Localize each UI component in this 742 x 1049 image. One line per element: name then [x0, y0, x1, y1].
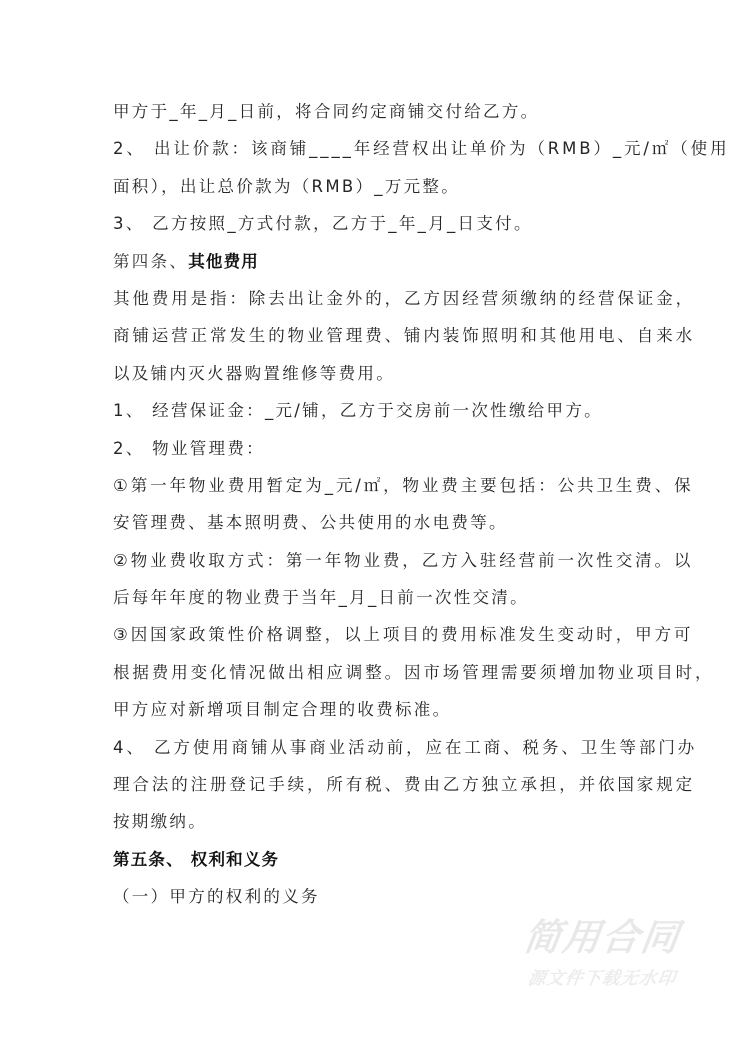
paragraph-property-fee-item1: ①第一年物业费用暂定为_元/㎡，物业费主要包括：公共卫生费、保 — [113, 475, 694, 495]
paragraph-deposit: 1、 经营保证金：_元/铺，乙方于交房前一次性缴给甲方。 — [113, 401, 603, 421]
watermark — [512, 916, 692, 994]
watermark-logo-text: 简用合同 — [521, 916, 684, 959]
paragraph-registration-cont: 理合法的注册登记手续，所有税、费由乙方独立承担，并依国家规定 — [113, 775, 695, 795]
paragraph-registration-end: 按期缴纳。 — [113, 812, 207, 832]
paragraph-property-fee-item3: ③因国家政策性价格调整，以上项目的费用标准发生变动时，甲方可 — [113, 625, 694, 645]
article-4-title: 其他费用 — [188, 251, 260, 271]
paragraph-delivery-date: 甲方于_年_月_日前，将合同约定商铺交付给乙方。 — [113, 102, 540, 121]
paragraph-property-fee-item3-cont: 根据费用变化情况做出相应调整。因市场管理需要须增加物业项目时， — [113, 662, 715, 682]
document-page — [113, 93, 730, 916]
article-5-heading — [113, 841, 643, 878]
article-5-title: 第五条、 权利和义务 — [113, 849, 280, 869]
article-4-label: 第四条、 — [113, 251, 189, 271]
watermark-subtext: 源文件下载无水印 — [526, 969, 678, 989]
article-4-heading — [113, 243, 643, 280]
paragraph-property-fee: 2、 物业管理费： — [113, 438, 265, 458]
paragraph-registration: 4、 乙方使用商铺从事商业活动前，应在工商、税务、卫生等部门办 — [113, 737, 698, 757]
paragraph-property-fee-item1-cont: 安管理费、基本照明费、公共使用的水电费等。 — [113, 513, 508, 533]
section-party-a-rights: （一）甲方的权利的义务 — [113, 887, 320, 907]
paragraph-payment-method: 3、 乙方按照_方式付款，乙方于_年_月_日支付。 — [113, 214, 533, 234]
paragraph-transfer-price: 2、 出让价款：该商铺____年经营权出让单价为（RMB）_元/㎡（使用 — [113, 139, 730, 159]
paragraph-property-fee-item3-end: 甲方应对新增项目制定合理的收费标准。 — [113, 700, 452, 720]
paragraph-property-fee-item2: ②物业费收取方式：第一年物业费，乙方入驻经营前一次性交清。以 — [113, 550, 694, 570]
paragraph-other-fees-def-cont: 商铺运营正常发生的物业管理费、铺内装饰照明和其他用电、自来水 — [113, 326, 695, 346]
paragraph-property-fee-item2-cont: 后每年年度的物业费于当年_月_日前一次性交清。 — [113, 588, 529, 608]
paragraph-transfer-price-cont: 面积），出让总价款为（RMB）_万元整。 — [113, 176, 461, 196]
paragraph-other-fees-def: 其他费用是指：除去出让金外的，乙方因经营须缴纳的经营保证金， — [113, 288, 695, 308]
paragraph-other-fees-def-end: 以及铺内灭火器购置维修等费用。 — [113, 363, 395, 383]
